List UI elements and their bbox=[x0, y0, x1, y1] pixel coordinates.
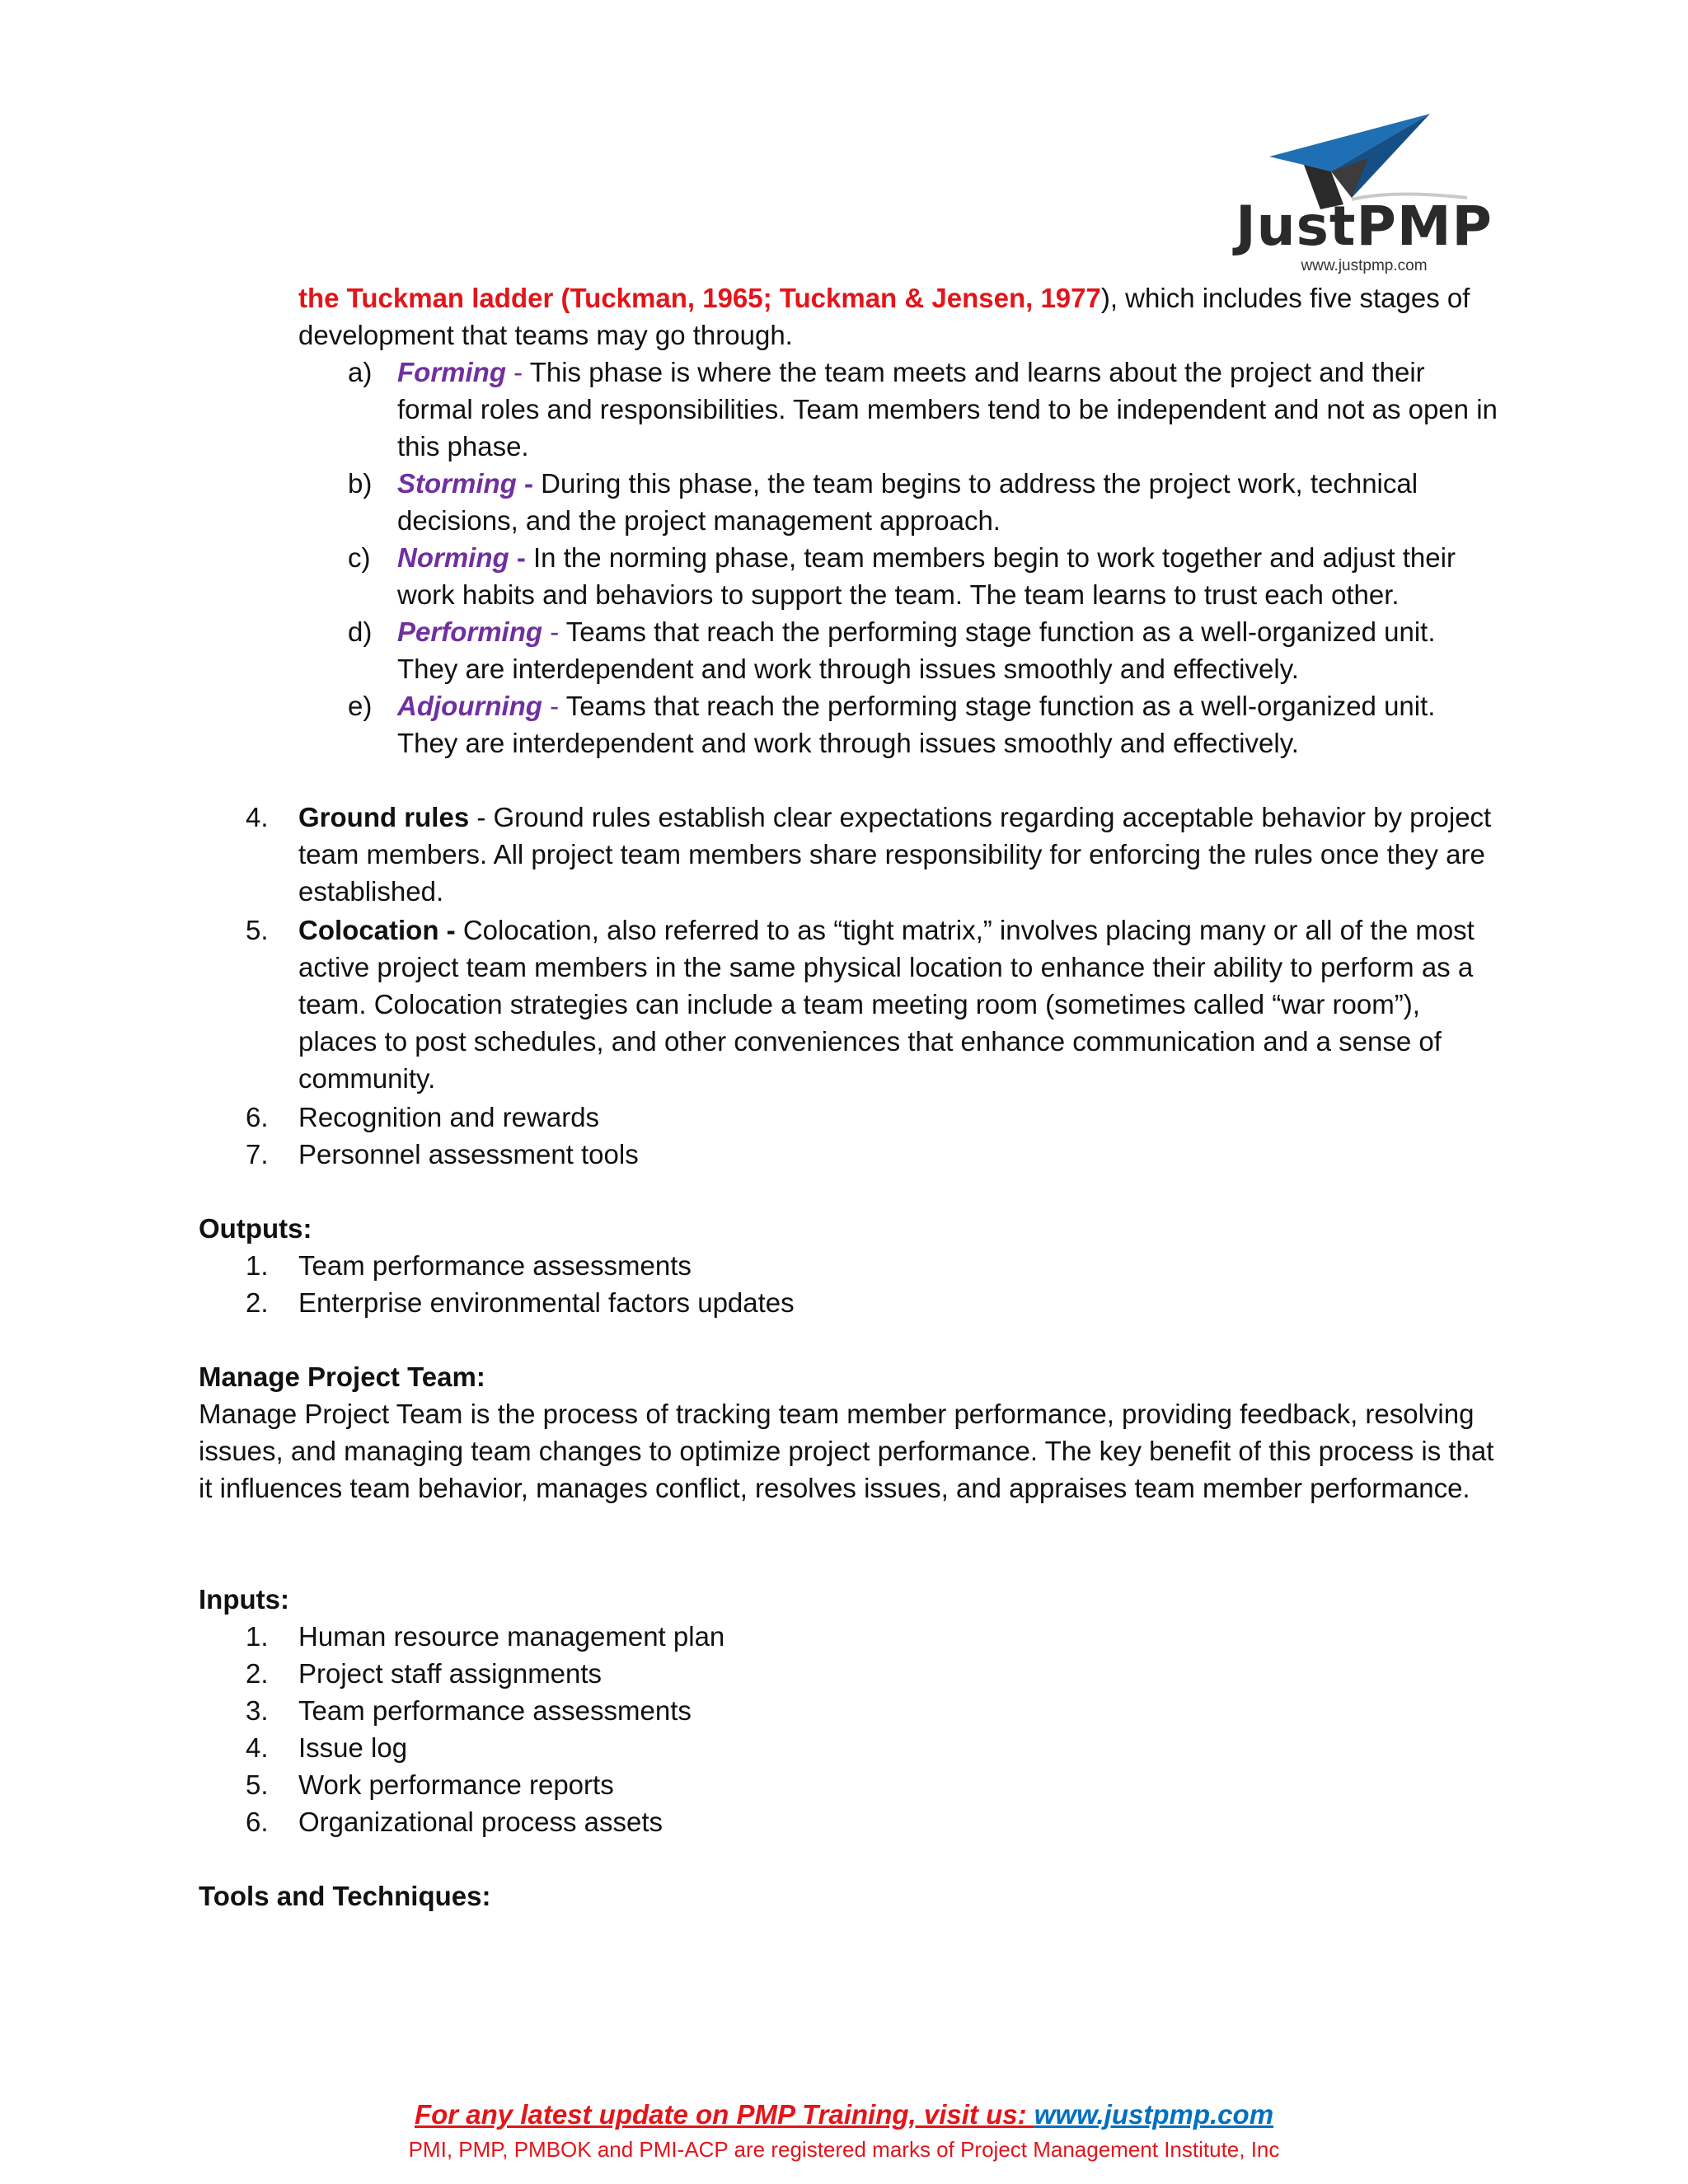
tools-heading: Tools and Techniques: bbox=[199, 1881, 491, 1911]
stage-term: Storming bbox=[397, 468, 517, 499]
stage-term: Norming bbox=[397, 542, 509, 573]
footer-trademark-notice: PMI, PMP, PMBOK and PMI-ACP are registered marks of Project Management Institute, Inc bbox=[408, 2137, 1280, 2162]
manage-team-description: Manage Project Team is the process of tracking team member performance, providing feedback, resolving issues, and managing team changes to optimize project performance. The key benefit of this process is that it influences team behavior, manages conflict, resolves issues, and appraises team member performance. bbox=[199, 1399, 1494, 1503]
tuckman-intro-line2: development that teams may go through. bbox=[298, 320, 793, 350]
footer-link[interactable]: www.justpmp.com bbox=[1034, 2099, 1274, 2130]
logo-url: www.justpmp.com bbox=[1301, 257, 1428, 274]
stage-term: Performing bbox=[397, 616, 543, 647]
justpmp-logo[interactable] bbox=[1228, 107, 1500, 272]
outputs-heading: Outputs: bbox=[199, 1213, 312, 1244]
footer-promo: For any latest update on PMP Training, visit us: www.justpmp.com bbox=[414, 2099, 1274, 2130]
document-page: JustPMP www.justpmp.com the Tuckman ladder (Tuckman, 1965; Tuckman & Jensen, 1977), which includes five stages of development that teams may go through. a) Forming - This phase is where the team meets and learns about the project and their formal roles and responsibilities. Team members tend to be independent and not as open in this phase. b) Storming - During this phase, the team begins to address the project work, technical decisions, and the project management approach. c) Norming - In the norming phase, team members begin to work together and adjust their work habits and behaviors to support the team. The team learns to trust each other. d) Performing - Teams that reach the performing stage function as a well-organized unit. They are interdependent and work through issues smoothly and effectively. e) Adjourning - Teams that reach the performing stage function as a well-organized unit. They are interdependent and work through issues smoothly and effectively. 4. Ground rules - Ground rules establish clear expectations regarding acceptable behavior by project team members. All project team members share responsibility for enforcing the rules once they are established. 5. Colocation - Colocation, also referred to as “tight matrix,” involves placing many or all of the most active project team members in the same physical location to enhance their ability to perform as a team. Colocation strategies can include a team meeting room (sometimes called “war room”), places to post schedules, and other conveniences that enhance communication and a sense of community. 6. Recognition and rewards 7. Personnel assessment tools Outputs: 1. Team performance assessments 2. Enterprise environmental factors updates Manage Project Team: Manage Project Team is the process of tracking team member performance, providing feedback, resolving issues, and managing team changes to optimize project performance. The key benefit of this process is that it influences team behavior, manages conflict, resolves issues, and appraises team member performance. Inputs: 1. Human resource management plan 2. Project staff assignments 3. Team performance assessments 4. Issue log 5. Work performance reports 6. Organizational process assets Tools and Techniques: For any latest update on PMP Training, visit us: www.justpmp.com PMI, PMP, PMBOK and PMI-ACP are registered marks of Project Management Institute, Inc bbox=[0, 0, 1688, 2184]
tuckman-citation: the Tuckman ladder (Tuckman, 1965; Tuckman & Jensen, 1977 bbox=[298, 283, 1101, 313]
stage-term: Adjourning bbox=[397, 691, 542, 721]
manage-team-heading: Manage Project Team: bbox=[199, 1361, 485, 1392]
tuckman-intro-line1: the Tuckman ladder (Tuckman, 1965; Tuckman & Jensen, 1977), which includes five stages of bbox=[298, 283, 1470, 313]
inputs-heading: Inputs: bbox=[199, 1584, 289, 1615]
stage-term: Forming bbox=[397, 357, 506, 387]
logo-wordmark: JustPMP bbox=[1236, 194, 1493, 258]
